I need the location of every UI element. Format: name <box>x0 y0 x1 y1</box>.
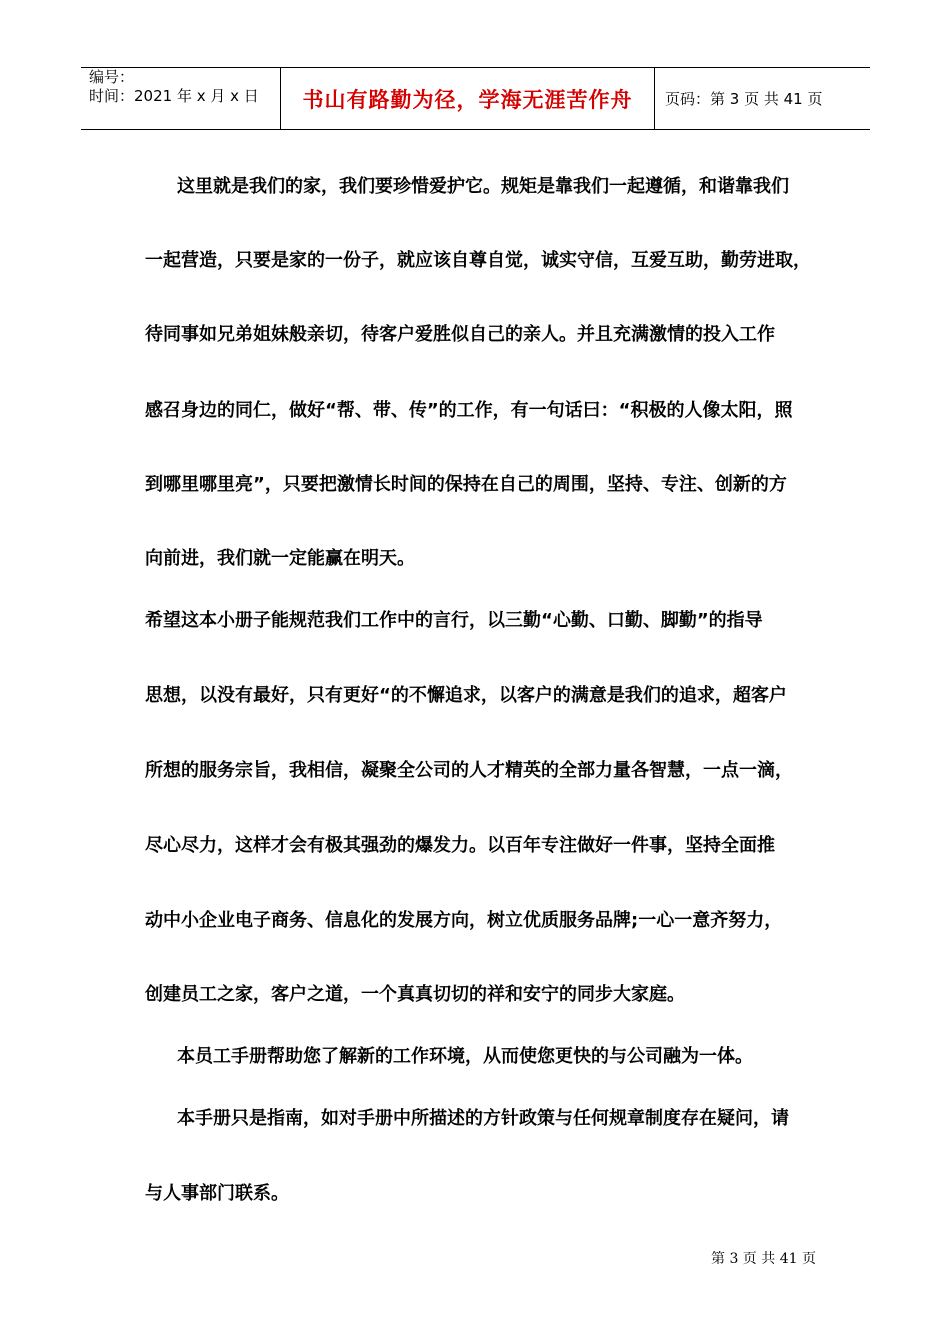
header-page-code: 页码：第 3 页 共 41 页 <box>665 90 823 108</box>
header-meta <box>81 68 281 129</box>
text-line: 动中小企业电子商务、信息化的发展方向，树立优质服务品牌;一心一意齐努力， <box>145 910 783 931</box>
text-line: 思想，以没有最好，只有更好“的不懈追求，以客户的满意是我们的追求，超客户 <box>145 685 787 706</box>
text-line: 本员工手册帮助您了解新的工作环境，从而使您更快的与公司融为一体。 <box>177 1046 753 1067</box>
text-line: 感召身边的同仁，做好“帮、带、传”的工作，有一句话曰：“积极的人像太阳，照 <box>145 400 793 421</box>
text-line: 与人事部门联系。 <box>145 1183 289 1204</box>
text-line: 待同事如兄弟姐妹般亲切，待客户爱胜似自己的亲人。并且充满激情的投入工作 <box>145 324 775 345</box>
text-line: 本手册只是指南，如对手册中所描述的方针政策与任何规章制度存在疑问，请 <box>177 1108 789 1129</box>
document-number: 编号： <box>89 68 135 86</box>
text-line: 一起营造，只要是家的一份子，就应该自尊自觉，诚实守信，互爱互助，勤劳进取， <box>145 250 811 271</box>
header-motto: 书山有路勤为径，学海无涯苦作舟 <box>281 68 655 129</box>
text-line: 创建员工之家，客户之道，一个真真切切的祥和安宁的同步大家庭。 <box>145 984 685 1005</box>
page-footer: 第 3 页 共 41 页 <box>711 1251 816 1267</box>
text-line: 尽心尽力，这样才会有极其强劲的爆发力。以百年专注做好一件事，坚持全面推 <box>145 835 775 856</box>
text-line: 这里就是我们的家，我们要珍惜爱护它。规矩是靠我们一起遵循，和谐靠我们 <box>177 176 789 197</box>
document-date: 时间：2021 年 x 月 x 日 <box>89 87 259 105</box>
text-line: 到哪里哪里亮”，只要把激情长时间的保持在自己的周围，坚持、专注、创新的方 <box>145 474 787 495</box>
text-line: 所想的服务宗旨，我相信，凝聚全公司的人才精英的全部力量各智慧，一点一滴， <box>145 760 793 781</box>
text-line: 希望这本小册子能规范我们工作中的言行，以三勤“心勤、口勤、脚勤”的指导 <box>145 610 763 631</box>
text-line: 向前进，我们就一定能赢在明天。 <box>145 548 415 569</box>
page-header <box>81 67 870 130</box>
